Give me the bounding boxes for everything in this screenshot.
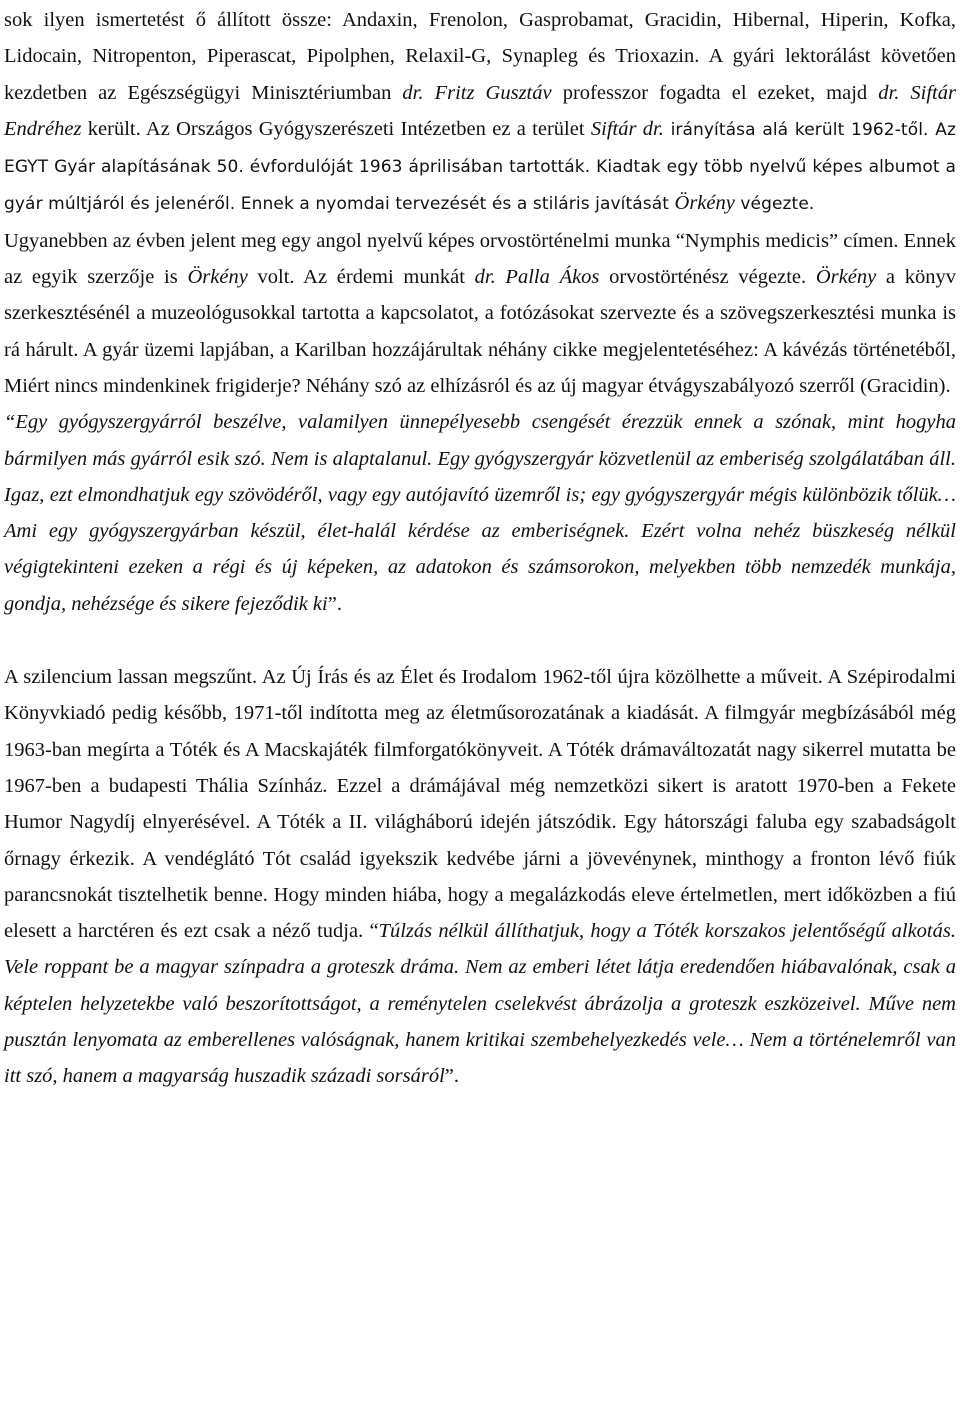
quote-text: Túlzás nélkül állíthatjuk, hogy a Tóték korszakos jelentőségű alkotás. Vele roppant be a magyar színpadra a groteszk dráma. Nem az emberi létet látja eredendően hiábavalónak, csak a képtelen helyzetekbe való beszorítottságot, a reménytelen cselekvést ábrázolja a groteszk eszközeivel. Műve nem pusztán lenyomata az emberellenes valóságnak, hanem kritikai szembehelyezkedés vele… Nem a történelemről van itt szó, hanem a magyarság huszadik századi sorsáról (4, 920, 956, 1088)
quote-close: ”. (444, 1065, 460, 1088)
italic-name: Örkény (187, 266, 248, 289)
paragraph-nymphis-medicis (4, 223, 956, 404)
quote-text: “Egy gyógyszergyárról beszélve, valamilyen ünnepélyesebb csengését érezzük ennek a szónak, mint hogyha bármilyen más gyárról esik szó. Nem is alaptalanul. Egy gyógyszergyár közvetlenül az emberiség szolgálatában áll. Igaz, ezt elmondhatjuk egy szövödéről, vagy egy autójavító üzemről is; egy gyógyszergyár mégis különbözik tőlük… Ami egy gyógyszergyárban készül, élet-halál kérdése az emberiségnek. Ezért volna nehéz büszkeség nélkül végigtekinteni ezeken a régi és új képeken, az adatokon és számsorokon, melyekben több nemzedék munkája, gondja, nehézsége és sikere fejeződik ki (4, 411, 956, 615)
paragraph-medicine-leaflets (4, 2, 956, 223)
italic-name: Örkény (674, 192, 735, 215)
text-run: sok ilyen ismertetést ő állított össze: Andaxin, Frenolon, Gasprobamat, Gracidin, Hibernal, Hiperin, Kofka, Lidocain, Nitropenton, Piperascat, Pipolphen, Relaxil-G, Synapleg és Trioxazin. A gyári lektorálást követően kezdetben az Egészségügyi Minisztériumban (4, 9, 956, 104)
text-run: orvostörténész végezte. (599, 266, 816, 289)
text-run: Ugyanebben az évben jelent meg egy angol nyelvű képes orvostörténelmi munka “Nymphis medicis” címen. Ennek az egyik szerzője is (4, 229, 956, 289)
italic-name: dr. Siftár Endréhez (4, 81, 956, 140)
text-run: volt. Az érdemi munkát (247, 266, 475, 289)
paragraph-quote-pharmacy (4, 404, 956, 622)
italic-name: Örkény (815, 266, 877, 289)
document-page (4, 0, 956, 1095)
text-run: a könyv szerkesztésénél a muzeológusokkal tartotta a kapcsolatot, a fotózásokat szervezte és a szövegszerkesztési munka is rá hárult. A gyár üzemi lapjában, a Karilban hozzájárultak néhány cikke megjelentetéséhez: A kávézás történetéből, Miért nincs mindenkinek frigiderje? Néhány szó az elhízásról és az új magyar étvágyszabályozó szerről (Gracidin). (4, 266, 956, 397)
text-run: került. Az Országos Gyógyszerészeti Intézetben ez a terület (81, 117, 591, 140)
paragraph-silence-ended (4, 659, 956, 1095)
italic-name: dr. Palla Ákos (474, 266, 600, 289)
text-run: professzor fogadta el ezeket, majd (551, 81, 879, 104)
text-run: A szilencium lassan megszűnt. Az Új Írás és az Élet és Irodalom 1962-től újra közölhette a műveit. A Szépirodalmi Könyvkiadó pedig később, 1971-től indította meg az életműsorozatának a kiadását. A filmgyár megbízásából még 1963-ban megírta a Tóték és A Macskajáték filmforgatókönyveit. A Tóték drámaváltozatát nagy sikerrel mutatta be 1967-ben a budapesti Thália Színház. Ezzel a drámájával még nemzetközi sikert is aratott 1970-ben a Fekete Humor Nagydíj elnyerésével. A Tóték a II. világháború idején játszódik. Egy hátországi faluba egy szabadságolt őrnagy érkezik. A vendéglátó Tót család igyekszik kedvébe járni a jövevénynek, minthogy a fronton lévő fiúk parancsnokát tisztelhetik benne. Hogy minden hiába, hogy a megalázkodás eleve értelmetlen, mert időközben a fiú elesett a harctéren és ezt csak a néző tudja. “ (4, 666, 956, 943)
text-run-sans: végezte. (734, 194, 815, 215)
italic-name: Siftár dr. (590, 117, 664, 140)
quote-close: ”. (327, 592, 342, 615)
text-run-sans: irányítása alá került 1962-től. Az EGYT Gyár alapításának 50. évfordulóját 1963 áprilisában tartották. Kiadtak egy több nyelvű képes albumot a gyár múltjáról és jelenéről. Ennek a nyomdai tervezését és a stiláris javítását (4, 119, 956, 215)
italic-name: dr. Fritz Gusztáv (402, 81, 552, 104)
